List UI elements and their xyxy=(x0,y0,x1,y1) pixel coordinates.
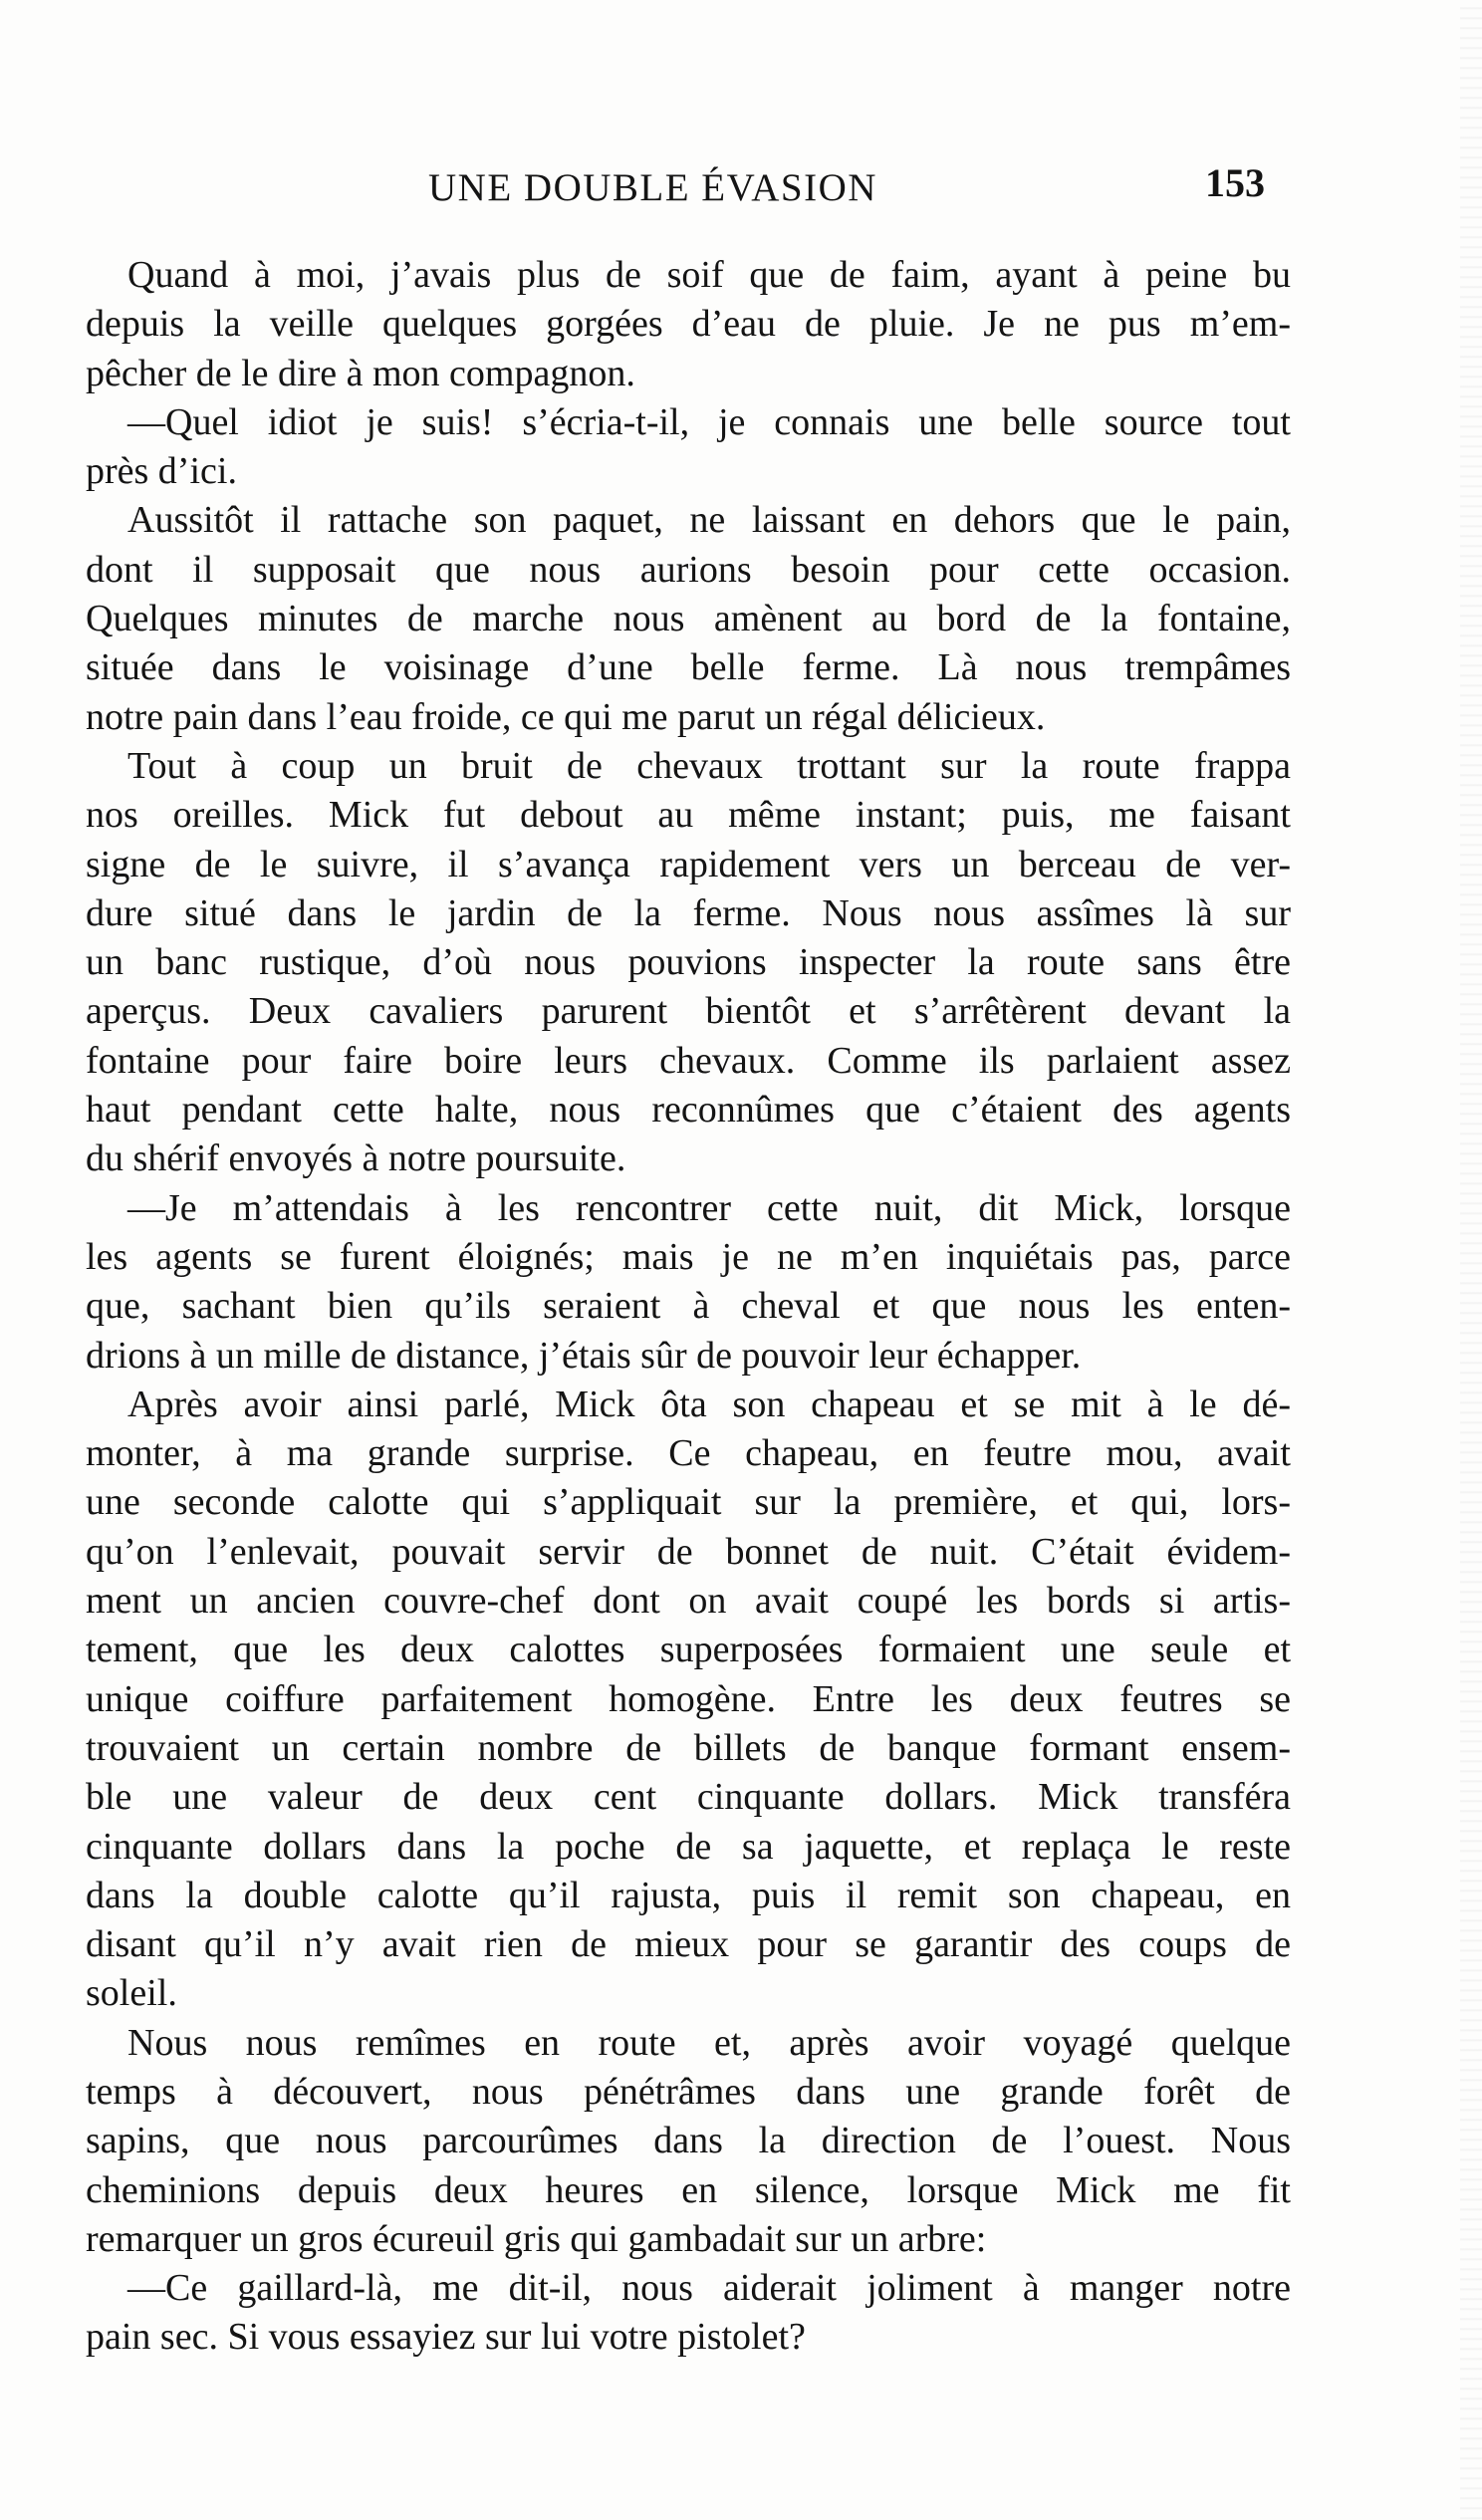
text-line: Quand à moi, j’avais plus de soif que de faim, ayant à peine bu xyxy=(127,254,1291,296)
page-edge-noise xyxy=(1460,0,1482,2520)
text-line: pain sec. Si vous essayiez sur lui votre pistolet? xyxy=(86,2316,806,2359)
text-line: aperçus. Deux cavaliers parurent bientôt et s’arrêtèrent devant la xyxy=(86,990,1291,1033)
text-line: du shérif envoyés à notre poursuite. xyxy=(86,1137,626,1180)
text-line: Aussitôt il rattache son paquet, ne laissant en dehors que le pain, xyxy=(127,499,1291,542)
text-line: un banc rustique, d’où nous pouvions inspecter la route sans être xyxy=(86,941,1291,984)
text-line: haut pendant cette halte, nous reconnûmes que c’étaient des agents xyxy=(86,1089,1291,1132)
text-line: que, sachant bien qu’ils seraient à cheval et que nous les enten- xyxy=(86,1285,1291,1328)
text-line: —Quel idiot je suis! s’écria-t-il, je connais une belle source tout xyxy=(127,400,1291,443)
text-line: depuis la veille quelques gorgées d’eau de pluie. Je ne pus m’em- xyxy=(86,303,1291,346)
text-line: Quelques minutes de marche nous amènent au bord de la fontaine, xyxy=(86,598,1291,640)
text-line: —Ce gaillard-là, me dit-il, nous aiderait joliment à manger notre xyxy=(127,2267,1291,2310)
text-line: —Je m’attendais à les rencontrer cette nuit, dit Mick, lorsque xyxy=(127,1186,1291,1229)
text-line: fontaine pour faire boire leurs chevaux. Comme ils parlaient assez xyxy=(86,1039,1291,1082)
text-line: sapins, que nous parcourûmes dans la direction de l’ouest. Nous xyxy=(86,2120,1291,2162)
text-line: signe de le suivre, il s’avança rapidement vers un berceau de ver- xyxy=(86,843,1291,885)
text-line: Nous nous remîmes en route et, après avoir voyagé quelque xyxy=(127,2021,1291,2064)
text-line: une seconde calotte qui s’appliquait sur la première, et qui, lors- xyxy=(86,1481,1291,1524)
text-line: nos oreilles. Mick fut debout au même instant; puis, me faisant xyxy=(86,794,1291,837)
text-line: Après avoir ainsi parlé, Mick ôta son chapeau et se mit à le dé- xyxy=(127,1383,1291,1425)
text-line: unique coiffure parfaitement homogène. Entre les deux feutres se xyxy=(86,1677,1291,1720)
text-line: monter, à ma grande surprise. Ce chapeau, en feutre mou, avait xyxy=(86,1432,1291,1475)
text-line: Tout à coup un bruit de chevaux trottant sur la route frappa xyxy=(127,744,1291,787)
text-line: située dans le voisinage d’une belle ferme. Là nous trempâmes xyxy=(86,646,1291,689)
text-line: soleil. xyxy=(86,1972,177,2015)
text-line: trouvaient un certain nombre de billets de banque formant ensem- xyxy=(86,1726,1291,1769)
text-line: dont il supposait que nous aurions besoin pour cette occasion. xyxy=(86,548,1291,591)
text-line: temps à découvert, nous pénétrâmes dans une grande forêt de xyxy=(86,2070,1291,2113)
text-line: ment un ancien couvre-chef dont on avait coupé les bords si artis- xyxy=(86,1580,1291,1623)
text-line: les agents se furent éloignés; mais je ne m’en inquiétais pas, parce xyxy=(86,1235,1291,1278)
page-number: 153 xyxy=(1205,160,1265,205)
text-line: tement, que les deux calottes superposées formaient une seule et xyxy=(86,1629,1291,1671)
body-text xyxy=(86,251,1291,2363)
running-title: UNE DOUBLE ÉVASION xyxy=(428,166,877,209)
text-line: notre pain dans l’eau froide, ce qui me parut un régal délicieux. xyxy=(86,695,1046,738)
text-line: disant qu’il n’y avait rien de mieux pour se garantir des coups de xyxy=(86,1923,1291,1966)
text-line: drions à un mille de distance, j’étais sûr de pouvoir leur échapper. xyxy=(86,1334,1082,1377)
text-line: qu’on l’enlevait, pouvait servir de bonnet de nuit. C’était évidem- xyxy=(86,1530,1291,1573)
text-line: près d’ici. xyxy=(86,450,237,493)
text-line: dans la double calotte qu’il rajusta, puis il remit son chapeau, en xyxy=(86,1874,1291,1916)
text-line: remarquer un gros écureuil gris qui gambadait sur un arbre: xyxy=(86,2217,987,2260)
text-line: cheminions depuis deux heures en silence, lorsque Mick me fit xyxy=(86,2168,1291,2211)
text-line: dure situé dans le jardin de la ferme. Nous nous assîmes là sur xyxy=(86,891,1291,934)
text-line: ble une valeur de deux cent cinquante dollars. Mick transféra xyxy=(86,1776,1291,1819)
text-line: cinquante dollars dans la poche de sa jaquette, et replaça le reste xyxy=(86,1825,1291,1868)
text-line: pêcher de le dire à mon compagnon. xyxy=(86,352,635,394)
